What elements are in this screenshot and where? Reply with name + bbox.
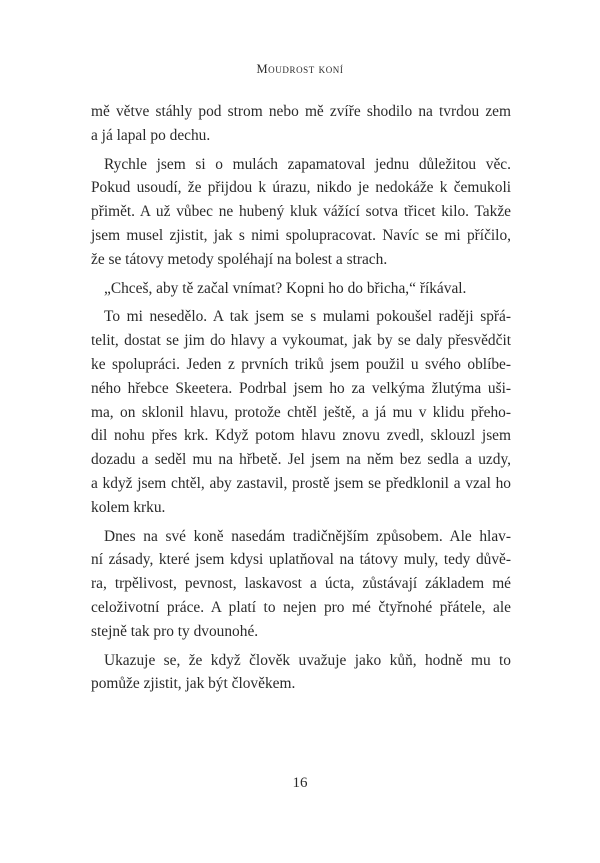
text-line: Pokud usoudí, že přijdou k úrazu, nikdo je nedokáže k čemukoli (91, 179, 511, 197)
running-title: Moudrost koní (256, 62, 344, 76)
text-line: mě větve stáhly pod strom nebo mě zvíře shodilo na tvrdou zem (91, 103, 511, 120)
text-line: ke spolupráci. Jeden z prvních triků jsem použil u svého oblíbe- (91, 355, 511, 373)
text-line: celoživotní práce. A platí to nejen pro mé čtyřnohé přátele, ale (91, 598, 511, 616)
paragraph (91, 649, 511, 697)
text-line: telit, dostat se jim do hlavy a vykoumat, jak by se daly přesvědčit (91, 332, 511, 350)
text-line: ra, trpělivost, pevnost, laskavost a úcta, zůstávají základem mé (91, 575, 511, 593)
text-line: „Chceš, aby tě začal vnímat? Kopni ho do břicha,“ říkával. (104, 279, 467, 297)
text-line: jsem musel zjistit, jak s nimi spolupracovat. Navíc se mi příčilo, (91, 226, 511, 244)
text-line: a když jsem chtěl, aby zastavil, prostě jsem se předklonil a vzal ho (91, 474, 511, 492)
text-line: a já lapal po dechu. (91, 126, 211, 144)
text-line: kolem krku. (91, 498, 166, 516)
text-line: dil nohu přes krk. Když potom hlavu znovu zvedl, sklouzl jsem (91, 427, 511, 445)
paragraph (91, 153, 511, 272)
paragraph (91, 305, 511, 519)
text-line: že se tátovy metody spoléhají na bolest a strach. (91, 250, 388, 268)
paragraph (91, 100, 511, 148)
text-line: ní zásady, které jsem kdysi uplatňoval na tátovy muly, tedy důvě- (91, 551, 511, 569)
text-line: To mi nesedělo. A tak jsem se s mulami pokoušel raději spřá- (104, 308, 511, 326)
text-line: Dnes na své koně nasedám tradičnějším způsobem. Ale hlav- (104, 527, 511, 545)
body-text (91, 100, 511, 701)
text-line: pomůže zjistit, jak být člověkem. (91, 675, 296, 693)
text-line: Rychle jsem si o mulách zapamatoval jednu důležitou věc. (104, 155, 511, 173)
text-line: ného hřebce Skeetera. Podrbal jsem ho za velkýma žlutýma uši- (91, 379, 511, 397)
text-line: Ukazuje se, že když člověk uvažuje jako kůň, hodně mu to (104, 651, 511, 669)
paragraph (91, 277, 511, 301)
text-line: ma, on sklonil hlavu, protože chtěl ještě, a já mu v klidu přeho- (91, 403, 511, 421)
text-line: dozadu a seděl mu na hřbetě. Jel jsem na něm bez sedla a uzdy, (91, 451, 511, 469)
text-line: přimět. A už vůbec ne hubený kluk vážící sotva třicet kilo. Takže (91, 203, 511, 221)
paragraph (91, 525, 511, 644)
text-line: stejně tak pro ty dvounohé. (91, 622, 259, 640)
page-number: 16 (292, 775, 308, 791)
